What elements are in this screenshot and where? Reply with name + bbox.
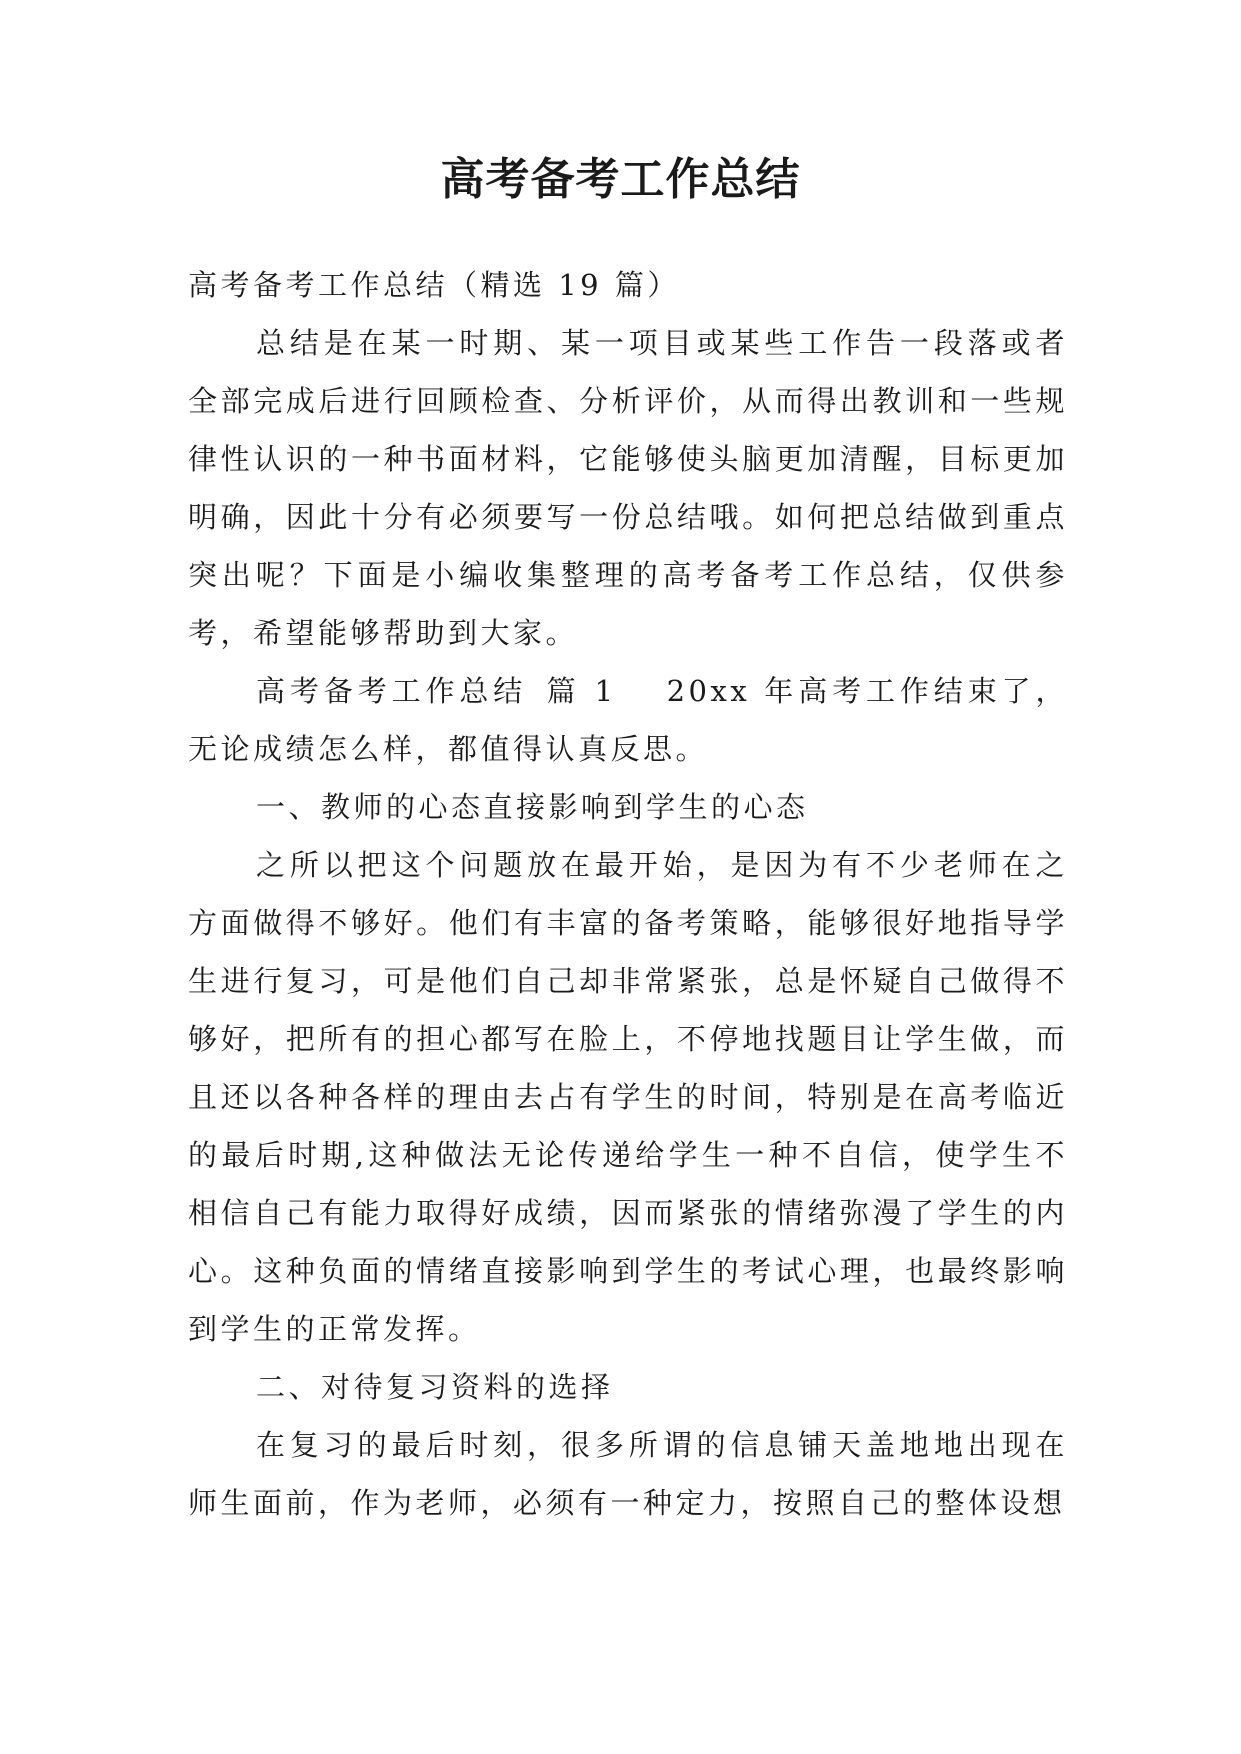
chapter-label: 篇 1 bbox=[545, 674, 617, 708]
document-title: 高考备考工作总结 bbox=[440, 154, 801, 205]
section-1-heading: 一、教师的心态直接影响到学生的心态 bbox=[256, 790, 809, 824]
document-body bbox=[188, 256, 1068, 1532]
section-1-paragraph: 之所以把这个问题放在最开始，是因为有不少老师在之方面做得不够好。他们有丰富的备考策略，能够很好地指导学生进行复习，可是他们自己却非常紧张，总是怀疑自己做得不够好，把所有的担心都写在脸上，不停地找题目让学生做，而且还以各种各样的理由去占有学生的时间，特别是在高考临近的最后时期,这种做法无论传递给学生一种不自信，使学生不相信自己有能力取得好成绩，因而紧张的情绪弥漫了学生的内心。这种负面的情绪直接影响到学生的考试心理，也最终影响到学生的正常发挥。 bbox=[188, 848, 1068, 1346]
chapter-heading: 高考备考工作总结 bbox=[256, 674, 528, 708]
chapter-opening: 20xx 年高考工作结束了，无论成绩怎么样，都值得认真反思。 bbox=[188, 674, 1068, 766]
document-subtitle: 高考备考工作总结（精选 19 篇） bbox=[188, 268, 680, 302]
intro-paragraph: 总结是在某一时期、某一项目或某些工作告一段落或者全部完成后进行回顾检查、分析评价，从而得出教训和一些规律性认识的一种书面材料，它能够使头脑更加清醒，目标更加明确，因此十分有必须要写一份总结哦。如何把总结做到重点突出呢？下面是小编收集整理的高考备考工作总结，仅供参考，希望能够帮助到大家。 bbox=[188, 326, 1068, 650]
section-2-heading: 二、对待复习资料的选择 bbox=[256, 1370, 614, 1404]
section-2-paragraph: 在复习的最后时刻，很多所谓的信息铺天盖地地出现在师生面前，作为老师，必须有一种定力，按照自己的整体设想 bbox=[188, 1428, 1068, 1520]
chapter-1-paragraph bbox=[188, 662, 1068, 778]
